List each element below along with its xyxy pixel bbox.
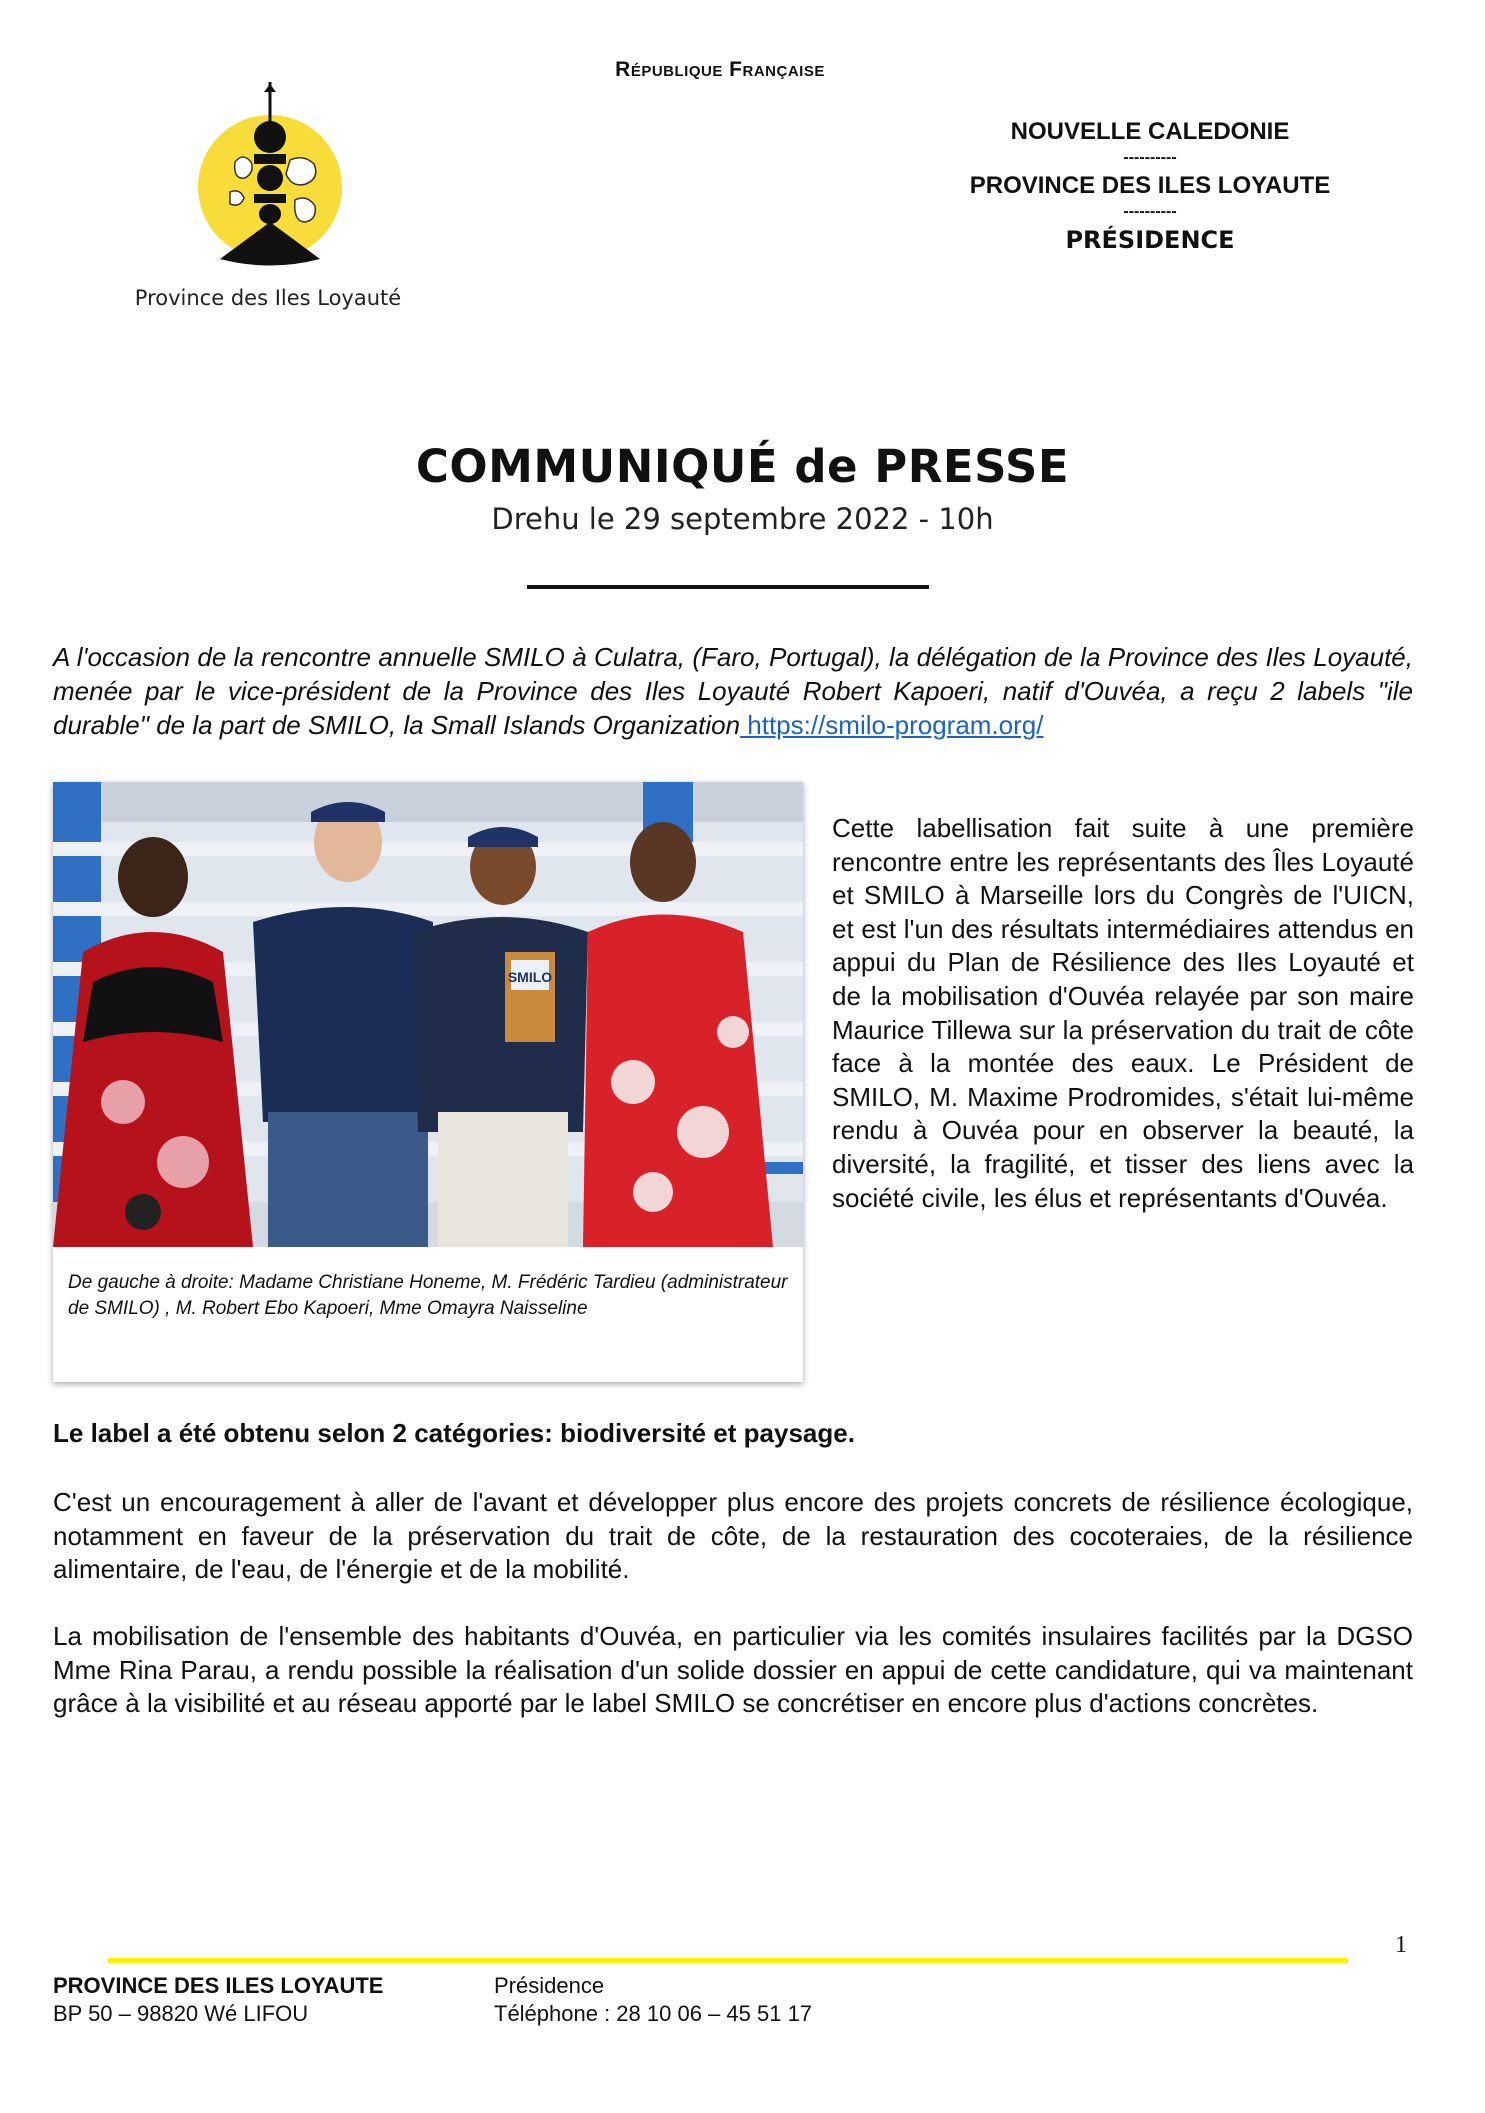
smilo-award-sign: SMILO [507, 969, 553, 985]
page-title: COMMUNIQUÉ de PRESSE [415, 440, 1070, 493]
intro-paragraph [53, 640, 1413, 742]
dateline: Drehu le 29 septembre 2022 - 10h [491, 502, 994, 536]
photo-card [53, 782, 803, 1382]
header-separator: ---------- [1123, 203, 1177, 220]
presidence-heading: PRÉSIDENCE [1065, 226, 1235, 254]
page-number: 1 [1395, 1932, 1407, 1958]
title-underline [527, 585, 929, 589]
footer-address-block [53, 1972, 383, 2028]
footer-org-name: PROVINCE DES ILES LOYAUTE [53, 1973, 384, 1998]
smilo-link[interactable]: https://smilo-program.org/ [740, 710, 1044, 740]
intro-text: A l'occasion de la rencontre annuelle SMILO à Culatra, (Faro, Portugal), la délégation de la Province des Iles Loyauté, menée par le vice-président de la Province des Iles Loyauté Robert Kapoeri, natif d'Ouvéa, a reçu 2 labels "ile durable" de la part de SMILO, la Small Islands Organization [53, 642, 1413, 740]
photo-caption: De gauche à droite: Madame Christiane Honeme, M. Frédéric Tardieu (administrateur de SMILO) , M. Robert Ebo Kapoeri, Mme Omayra Naisseline [68, 1272, 788, 1319]
footer-phone: Téléphone : 28 10 06 – 45 51 17 [494, 2001, 813, 2026]
nouvelle-caledonie-heading: NOUVELLE CALEDONIE [1010, 118, 1290, 145]
footer-department: Présidence [494, 1973, 605, 1998]
logo-caption: Province des Iles Loyauté [134, 286, 402, 310]
footer-contact-block [494, 1972, 812, 2028]
side-paragraph: Cette labellisation fait suite à une première rencontre entre les représentants des Îles Loyauté et SMILO à Marseille lors du Congrès de l'UICN, et est l'un des résultats intermédiaires attendus en appui du Plan de Résilience des Iles Loyauté et de la mobilisation d'Ouvéa relayée par son maire Maurice Tillewa sur la préservation du trait de côte face à la montée des eaux. Le Président de SMILO, M. Maxime Prodromides, s'était lui-même rendu à Ouvéa pour en observer la beauté, la diversité, la fragilité, et tisser des liens avec la société civile, les élus et représentants d'Ouvéa. [832, 813, 1414, 1213]
header-separator: ---------- [1123, 149, 1177, 166]
group-photo [53, 782, 803, 1247]
encouragement-paragraph: C'est un encouragement à aller de l'avant et développer plus encore des projets concrets de résilience écologique, notamment en faveur de la préservation du trait de côte, de la restauration des cocoteraies, de la résilience alimentaire, de l'eau, de l'énergie et de la mobilité. [53, 1487, 1413, 1585]
mobilisation-paragraph: La mobilisation de l'ensemble des habitants d'Ouvéa, en particulier via les comités insulaires facilités par la DGSO Mme Rina Parau, a rendu possible la réalisation d'un solide dossier en appui de cette candidature, qui va maintenant grâce à la visibilité et au réseau apporté par le label SMILO se concrétiser en encore plus d'actions concrètes. [53, 1621, 1413, 1719]
republique-francaise-heading: République Française [615, 58, 825, 81]
right-header-block [900, 118, 1400, 254]
label-categories-heading: Le label a été obtenu selon 2 catégories: biodiversité et paysage. [53, 1418, 855, 1448]
province-emblem-icon [140, 82, 400, 282]
footer-rule [108, 1958, 1348, 1963]
province-heading: PROVINCE DES ILES LOYAUTE [969, 172, 1331, 199]
footer-address: BP 50 – 98820 Wé LIFOU [53, 2001, 309, 2026]
